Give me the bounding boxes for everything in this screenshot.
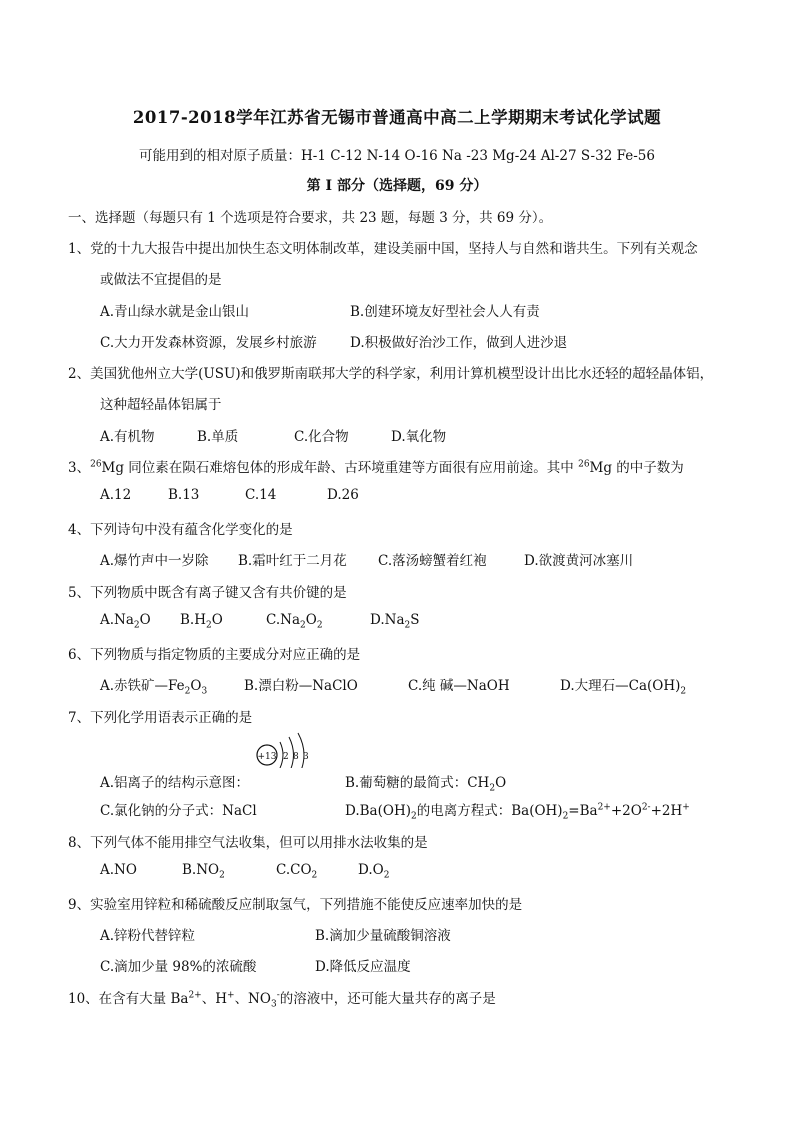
q3-stem: 3、$^{26}$Mg 同位素在陨石难熔包体的形成年龄、古环境重建等方面很有应用前途。其中 $^{26}$Mg 的中子数为	[68, 459, 684, 476]
q9-option-c: C.滴加少量 98%的浓硫酸	[100, 959, 257, 975]
q2-stem-cont: 这种超轻晶体铝属于	[100, 397, 222, 413]
q7-option-d: $D.Ba(OH)_2$的电离方程式：$Ba(OH)_2=Ba^{2+}+2O^{2-}+2H^+$	[345, 802, 690, 822]
q4-option-d: D.欲渡黄河冰塞川	[524, 553, 634, 569]
q8-option-d: $D.O_2$	[358, 862, 390, 881]
q9-option-d: D.降低反应温度	[315, 959, 411, 975]
q7-option-a: A.铝离子的结构示意图：	[100, 775, 250, 791]
shell-3-count: 3	[303, 752, 309, 762]
q3-option-c: C.14	[245, 487, 277, 503]
q5-option-d: $D.Na_2S$	[370, 612, 420, 631]
q5-option-b: $B.H_2O$	[180, 612, 223, 631]
q4-stem: 4、下列诗句中没有蕴含化学变化的是	[68, 522, 293, 538]
q2-option-a: A.有机物	[100, 429, 155, 445]
q2-option-d: D.氧化物	[391, 429, 447, 445]
q1-option-d: D.积极做好治沙工作，做到人进沙退	[350, 335, 568, 351]
q9-option-b: B.滴加少量硫酸铜溶液	[315, 928, 451, 944]
shell-1-count: 2	[283, 752, 289, 762]
q6-option-b: B.漂白粉—NaClO	[244, 678, 358, 694]
q8-option-b: $B.NO_2$	[182, 862, 225, 881]
page-title: 2017-2018学年江苏省无锡市普通高中高二上学期期末考试化学试题	[132, 108, 662, 127]
q3-option-d: D.26	[327, 487, 359, 503]
q1-stem: 1、党的十九大报告中提出加快生态文明体制改革，建设美丽中国，坚持人与自然和谐共生。下列有关观念	[68, 241, 698, 257]
q7-option-c: C.氯化钠的分子式：NaCl	[100, 803, 257, 819]
q8-stem: 8、下列气体不能用排空气法收集，但可以用排水法收集的是	[68, 835, 428, 851]
q6-option-d: D.大理石$—Ca(OH)_2$	[560, 678, 687, 697]
q6-option-c: C.纯 碱—NaOH	[408, 678, 510, 694]
q4-option-b: B.霜叶红于二月花	[238, 553, 347, 569]
q6-option-a: A.赤铁矿$—Fe_2O_3$	[100, 678, 208, 697]
q2-option-b: B.单质	[197, 429, 239, 445]
q2-option-c: C.化合物	[294, 429, 349, 445]
aluminum-ion-structure-diagram	[252, 728, 322, 768]
part-heading: 第 I 部分（选择题，69 分）	[306, 178, 488, 194]
q4-option-a: A.爆竹声中一岁除	[100, 553, 209, 569]
q4-option-c: C.落汤螃蟹着红袍	[378, 553, 487, 569]
q6-stem: 6、下列物质与指定物质的主要成分对应正确的是	[68, 647, 361, 663]
q3-option-a: A.12	[100, 487, 132, 503]
nucleus-charge: +13	[257, 752, 277, 762]
shell-2-count: 8	[293, 752, 299, 762]
q1-stem-cont: 或做法不宜提倡的是	[100, 272, 222, 288]
q9-stem: 9、实验室用锌粒和稀硫酸反应制取氢气，下列措施不能使反应速率加快的是	[68, 897, 523, 913]
section-intro: 一、选择题（每题只有 1 个选项是符合要求，共 23 题，每题 3 分，共 69 分）。	[68, 210, 553, 226]
q10-stem: 10、在含有大量 $Ba^{2+}$、H+、$NO_3^-$的溶液中，还可能大量共存的离子是	[68, 990, 496, 1010]
q9-option-a: A.锌粉代替锌粒	[100, 928, 196, 944]
electron-shell-3	[298, 733, 304, 768]
q5-option-c: $C.Na_2O_2$	[266, 612, 323, 631]
q2-stem: 2、美国犹他州立大学(USU)和俄罗斯南联邦大学的科学家，利用计算机模型设计出比水还轻的超轻晶体铝，	[68, 366, 714, 382]
q1-option-c: C.大力开发森林资源，发展乡村旅游	[100, 335, 317, 351]
q5-option-a: $A.Na_2O$	[100, 612, 151, 631]
q1-option-b: B.创建环境友好型社会人人有责	[350, 304, 540, 320]
q3-option-b: B.13	[168, 487, 200, 503]
q5-stem: 5、下列物质中既含有离子键又含有共价键的是	[68, 585, 347, 601]
q1-option-a: A.青山绿水就是金山银山	[100, 304, 250, 320]
atomic-masses: 可能用到的相对原子质量：H-1 C-12 N-14 O-16 Na -23 Mg-24 Al-27 S-32 Fe-56	[139, 148, 655, 164]
q8-option-c: $C.CO_2$	[276, 862, 318, 881]
q7-stem: 7、下列化学用语表示正确的是	[68, 710, 253, 726]
q8-option-a: A.NO	[100, 862, 137, 878]
q7-option-b: B.葡萄糖的最简式：$CH_2O$	[345, 775, 507, 794]
